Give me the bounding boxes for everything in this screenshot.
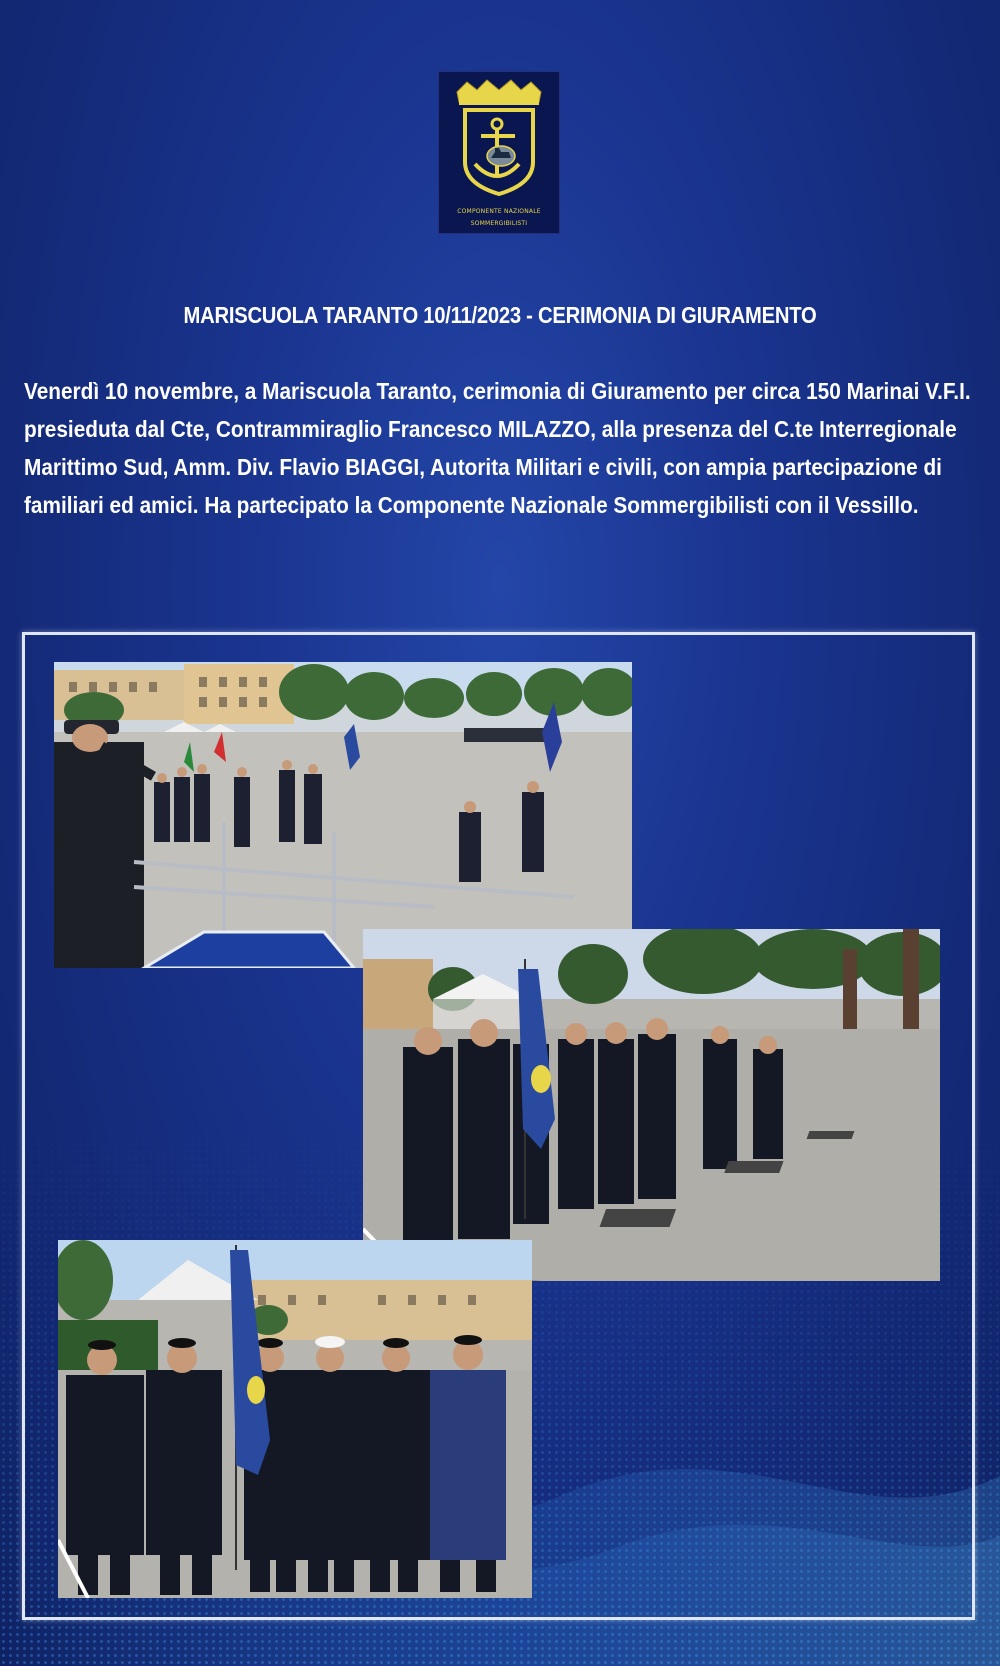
parade-march-photo	[54, 662, 632, 968]
body-paragraph	[24, 372, 971, 524]
logo	[438, 71, 560, 234]
logo-line-2: SOMMERGIBILISTI	[470, 220, 528, 227]
veterans-with-banner-photo	[363, 929, 940, 1281]
page-title: MARISCUOLA TARANTO 10/11/2023 - CERIMONIA DI GIURAMENTO	[183, 302, 817, 328]
group-portrait-photo	[58, 1240, 532, 1598]
body-line: familiari ed amici. Ha partecipato la Componente Nazionale Sommergibilisti con il Vessillo.	[24, 492, 919, 518]
emblem-icon	[439, 72, 559, 202]
logo-line-1: COMPONENTE NAZIONALE	[457, 208, 541, 215]
body-line: Marittimo Sud, Amm. Div. Flavio BIAGGI, Autorita Militari e civili, con ampia partecipazione di	[24, 454, 942, 480]
body-line: Venerdì 10 novembre, a Mariscuola Taranto, cerimonia di Giuramento per circa 150 Marinai V.F.I.	[24, 378, 971, 404]
body-line: presieduta dal Cte, Contrammiraglio Francesco MILAZZO, alla presenza del C.te Interregionale	[24, 416, 957, 442]
